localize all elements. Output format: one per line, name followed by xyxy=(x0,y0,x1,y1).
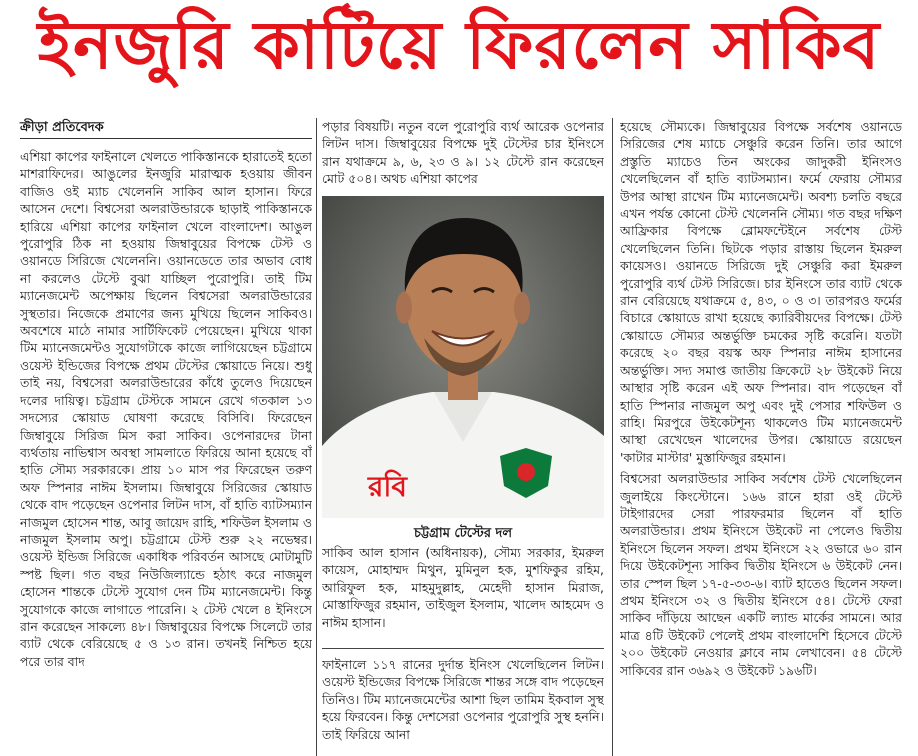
article-column-1 xyxy=(20,148,312,756)
caption-divider xyxy=(322,648,604,649)
article-column-2-bottom xyxy=(322,656,604,756)
sponsor-logo-text: রবি xyxy=(368,470,407,503)
headline: ইনজুরি কাটিয়ে ফিরলেন সাকিব xyxy=(37,7,881,84)
player-photo xyxy=(322,196,604,518)
column-3-text-b: বিশ্বসেরা অলরাউন্ডার সাকিব সর্বশেষ টেস্ট খেলেছিলেন জুলাইয়ে কিংস্টোনে। ১৬৬ রানে হারা ওই টেস্টে টাইগারদের সেরা পারফরমার ছিলেন বাঁ হাতি অলরাউন্ডার। প্রথম ইনিংসে উইকেট না পেলেও দ্বিতীয় ইনিংসে ছিলেন সফল। প্রথম ইনিংসে ২২ ওভারে ৬০ রান দিয়ে উইকেটশূন্য সাকিব দ্বিতীয় ইনিংসে ৬ উইকেট নেন। তার স্পেল ছিল ১৭-৫-৩৩-৬। ব্যাট হাতেও ছিলেন সফল। প্রথম ইনিংসে ৩২ ও দ্বিতীয় ইনিংসে ৫৪। টেস্টে ফেরা সাকিব দাঁড়িয়ে আছেন একটি ল্যান্ড মার্কের সামনে। আর মাত্র ৪টি উইকেট পেলেই প্রথম বাংলাদেশি হিসেবে টেস্টে ২০০ উইকেট নেওয়ার ক্লাবে নাম লেখাবেন। ৫৪ টেস্টে সাকিবের রান ৩৬৯২ ও উইকেট ১৯৬টি। xyxy=(620,471,902,678)
caption-body: সাকিব আল হাসান (অধিনায়ক), সৌম্য সরকার, ইমরুল কায়েস, মোহাম্মদ মিথুন, মুমিনুল হক, মুশফিকুর রহিম, আরিফুল হক, মাহমুদুল্লাহ, মেহেদী হাসান মিরাজ, মোস্তাফিজুর রহমান, তাইজুল ইসলাম, খালেদ আহমেদ ও নাঈম হাসান। xyxy=(322,545,604,630)
article-column-2-top xyxy=(322,118,604,194)
caption-title: চট্টগ্রাম টেস্টের দল xyxy=(413,526,513,541)
column-divider xyxy=(612,118,613,756)
byline: ক্রীড়া প্রতিবেদক xyxy=(20,118,312,139)
column-2-bottom-text: ফাইনালে ১১৭ রানের দুর্দান্ত ইনিংস খেলেছিলেন লিটন। ওয়েস্ট ইন্ডিজের বিপক্ষে সিরিজে শান্তর সঙ্গে বাদ পড়েছেন তিনিও। টিম ম্যানেজমেন্টের আশা ছিল তামিম ইকবাল সুস্থ হয়ে ফিরবেন। কিন্তু দেশসেরা ওপেনার পুরোপুরি সুস্থ হননি। তাই ফিরিয়ে আনা xyxy=(322,657,604,742)
player-portrait xyxy=(322,196,604,518)
column-divider xyxy=(316,118,317,756)
article-column-3 xyxy=(620,118,902,756)
column-2-top-text: পড়ার বিষয়টি। নতুন বলে পুরোপুরি ব্যর্থ আরেক ওপেনার লিটন দাস। জিম্বাবুয়ের বিপক্ষে দুই টেস্টের চার ইনিংসে রান যথাক্রমে ৯, ৬, ২৩ ও ৯। ১২ টেস্টে রান করেছেন মোট ৫০৪। অথচ এশিয়া কাপের xyxy=(322,119,604,187)
column-3-text-a: হয়েছে সৌম্যকে। জিম্বাবুয়ের বিপক্ষে সর্বশেষ ওয়ানডে সিরিজের শেষ ম্যাচে সেঞ্চুরি করেন তিনি। তার আগে প্রস্তুতি ম্যাচেও তিন অংকের জাদুকরী ইনিংসও খেলেছিলেন বাঁ হাতি ব্যাটসম্যান। ফর্মে ফেরায় সৌম্যর উপর আস্থা রাখেন টিম ম্যানেজমেন্ট। অবশ্য চলতি বছরে এখন পর্যন্ত কোনো টেস্ট খেলেননি সৌম্য। গত বছর দক্ষিণ আফ্রিকার বিপক্ষে ব্লোমফন্টেইনে সর্বশেষ টেস্ট খেলেছিলেন তিনি। ছিটকে পড়ার রাস্তায় ছিলেন ইমরুল কায়েসও। ওয়ানডে সিরিজে দুই সেঞ্চুরি করা ইমরুল পুরোপুরি ব্যর্থ টেস্ট সিরিজে। চার ইনিংসে তার ব্যাট থেকে রান বেরিয়েছে যথাক্রমে ৫, ৪৩, ০ ও ৩। তারপরও ফর্মের বিচারে স্কোয়াডে রাখা হয়েছে ক্যারিবীয়দের বিপক্ষে। টেস্ট স্কোয়াডে সৌম্যর অন্তর্ভুক্তি চমকের সৃষ্টি করেনি। যতটা করেছে ২০ বছর বয়স্ক অফ স্পিনার নাঈম হাসানের অন্তর্ভুক্তি। সদ্য সমাপ্ত জাতীয় ক্রিকেটে ২৮ উইকেট নিয়ে আস্থার সৃষ্টি করেন এই অফ স্পিনার। বাদ পড়েছেন বাঁ হাতি স্পিনার নাজমুল অপু এবং দুই পেসার শফিউল ও রাহি। মিরপুরে উইকেটশূন্য থাকলেও টিম ম্যানেজমেন্ট আস্থা রেখেছেন খালেদের উপর। স্কোয়াডে রয়েছেন 'কাটার মাস্টার' মুস্তাফিজুর রহমান। xyxy=(620,119,902,465)
column-1-text: এশিয়া কাপের ফাইনালে খেলতে পাকিস্তানকে হারাতেই হতো মাশরাফিদের। আঙুলের ইনজুরি মারাত্মক হওয়ায় জীবন বাজিও ওই ম্যাচ খেলেননি সাকিব আল হাসান। ফিরে আসেন দেশে। বিশ্বসেরা অলরাউন্ডারকে ছাড়াই পাকিস্তানকে হারিয়ে এশিয়া কাপের ফাইনাল খেলে বাংলাদেশ। আঙুল পুরোপুরি ঠিক না হওয়ায় জিম্বাবুয়ের বিপক্ষে টেস্ট ও ওয়ানডে সিরিজে খেলেননি। ওয়ানডেতে তার অভাব বোধ না করলেও টেস্টে বুঝা যাচ্ছিল পুরোপুরি। তাই টিম ম্যানেজমেন্ট অপেক্ষায় ছিলেন বিশ্বসেরা অলরাউন্ডারের সুস্থতার। নিজেকে প্রমাণের জন্য মুখিয়ে ছিলেন সাকিবও। অবশেষে মাঠে নামার সার্টিফিকেট পেয়েছেন। মুখিয়ে থাকা টিম ম্যানেজমেন্টও সুযোগটাকে কাজে লাগিয়েছেন চট্টগ্রামে ওয়েস্ট ইন্ডিজের বিপক্ষে প্রথম টেস্টের স্কোয়াডে নিয়ে। শুধু তাই নয়, বিশ্বসেরা অলরাউন্ডারের কাঁধে তুলেও দিয়েছেন দলের দায়িত্ব। চট্টগ্রাম টেস্টকে সামনে রেখে গতকাল ১৩ সদস্যের স্কোয়াড ঘোষণা করেছে বিসিবি। ফিরেছেন জিম্বাবুয়ে সিরিজ মিস করা সাকিব। ওপেনারদের টানা ব্যর্থতায় নাভিশ্বাস অবস্থা সামলাতে ফিরিয়ে আনা হয়েছে বাঁ হাতি সৌম্য সরকারকে। প্রায় ১০ মাস পর ফিরেছেন তরুণ অফ স্পিনার নাঈম ইসলাম। জিম্বাবুয়ে সিরিজের স্কোয়াড থেকে বাদ পড়েছেন ওপেনার লিটন দাস, বাঁ হাতি ব্যাটসম্যান নাজমুল হোসেন শান্ত, আবু জায়েদ রাহি, শফিউল ইসলাম ও নাজমুল ইসলাম অপু। চট্টগ্রামে টেস্ট শুরু ২২ নভেম্বর। ওয়েস্ট ইন্ডিজ সিরিজে একাধিক পরিবর্তন আসছে মোটামুটি স্পষ্ট ছিল। গত বছর নিউজিল্যান্ডে হঠাৎ করে নাজমুল হোসেন শান্তকে টেস্টে সুযোগ দেন টিম ম্যানেজমেন্ট। কিন্তু সুযোগকে কাজে লাগাতে পারেনি। ২ টেস্ট খেলে ৪ ইনিংসে রান করেছেন সাকল্যে ৪৮। জিম্বাবুয়ের বিপক্ষে সিলেটে তার ব্যাট থেকে বেরিয়েছে ৫ ও ১৩ রান। তখনই নিশ্চিত হয়ে পরে তার বাদ xyxy=(20,149,312,669)
